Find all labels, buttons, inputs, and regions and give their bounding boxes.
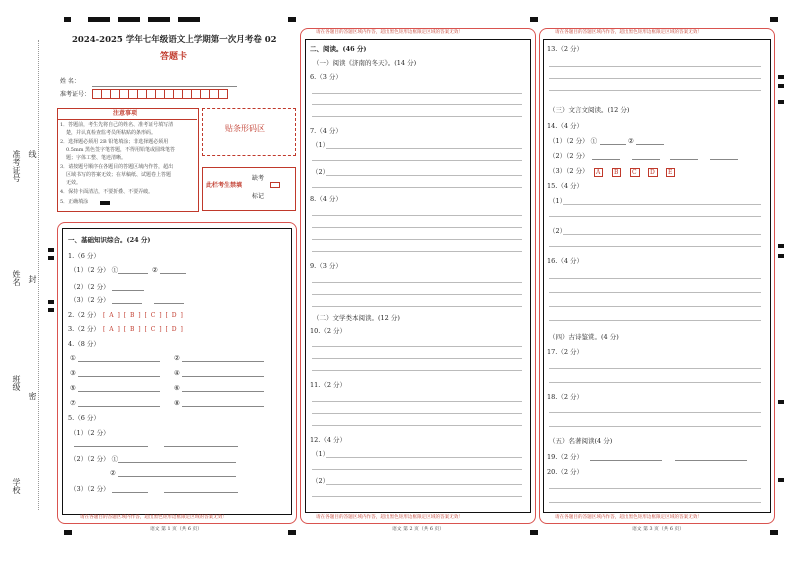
q14-3-opt-a[interactable]: A: [596, 169, 602, 176]
q1-1-a-line[interactable]: [118, 273, 148, 274]
notice-line: 无效。: [66, 180, 82, 186]
sub-2-title: （二）文学类本阅读。(12 分): [313, 314, 400, 322]
q18-line[interactable]: [549, 412, 761, 413]
q5-2-b-label: ②: [110, 469, 116, 477]
q16-line[interactable]: [549, 306, 761, 307]
q14-3-opt-c[interactable]: C: [632, 169, 638, 176]
q4-line-5[interactable]: [78, 391, 160, 392]
name-field[interactable]: [92, 86, 237, 87]
q10-label: 10.（2 分）: [310, 327, 347, 335]
warning-bottom-1: 请在各题目的答题区域内作答，超出黑色矩形边框限定区域的答案无效！: [80, 515, 228, 520]
q4-circle-5: ⑤: [70, 384, 76, 392]
q13-line[interactable]: [549, 78, 761, 79]
alignment-mark: [778, 400, 784, 404]
page-2-footer: 语文 第 2 页（共 6 页）: [392, 527, 445, 532]
q5-2-label: （2）（2 分） ①: [70, 455, 119, 463]
q5-2-a-line[interactable]: [118, 462, 236, 463]
q13-line[interactable]: [549, 66, 761, 67]
notice-title-rule: [57, 119, 197, 120]
q14-3-opt-e[interactable]: E: [668, 169, 674, 176]
q4-line-2[interactable]: [182, 361, 264, 362]
alignment-mark: [288, 530, 296, 535]
q18-label: 18.（2 分）: [547, 393, 584, 401]
q4-line-6[interactable]: [182, 391, 264, 392]
section-2-title: 二、阅读。(46 分): [310, 45, 367, 53]
q4-line-4[interactable]: [182, 376, 264, 377]
fill-sample: [100, 201, 110, 205]
notice-line: 楚，并认真检查监考员所粘贴的条形码。: [66, 130, 157, 136]
q8-line[interactable]: [312, 239, 522, 240]
q8-line[interactable]: [312, 215, 522, 216]
q1-1-label: （1）（2 分） ①: [70, 266, 119, 274]
alignment-mark: [778, 100, 784, 104]
q12-2-line[interactable]: [326, 484, 522, 485]
absent-box: [202, 167, 296, 211]
q2-choices[interactable]: [ A ] [ B ] [ C ] [ D ]: [103, 312, 184, 319]
side-class-label: 班级: [12, 375, 21, 391]
q7-1-label: （1）: [312, 141, 330, 149]
q14-label: 14.（4 分）: [547, 122, 584, 130]
q4-line-1[interactable]: [78, 361, 160, 362]
side-seal-word: 封: [28, 275, 37, 283]
alignment-mark: [288, 17, 296, 22]
q16-label: 16.（4 分）: [547, 257, 584, 265]
q7-label: 7.（4 分）: [310, 127, 342, 135]
side-school-label: 学校: [12, 478, 21, 494]
q15-1-label: （1）: [549, 197, 567, 205]
q10-line[interactable]: [312, 370, 522, 371]
warning-bottom-2: 请在各题目的答题区域内作答，超出黑色矩形边框限定区域的答案无效！: [316, 515, 464, 520]
q4-line-7[interactable]: [78, 406, 160, 407]
q14-2-line[interactable]: [632, 159, 660, 160]
q14-2-label: （2）（2 分）: [549, 152, 589, 160]
alignment-mark: [48, 248, 54, 252]
q1-1-b-line[interactable]: [160, 273, 186, 274]
answer-sheet-title: 答题卡: [160, 52, 188, 62]
q1-1-b-label: ②: [152, 266, 158, 274]
notice-line: 4．保持卡面清洁，不要折叠、不要弄破。: [60, 189, 154, 195]
q19-b-line[interactable]: [675, 460, 747, 461]
q14-3-label: （3）（2 分）: [549, 167, 589, 175]
alignment-mark: [178, 17, 200, 22]
q14-1-b-line[interactable]: [636, 144, 664, 145]
alignment-mark: [770, 530, 778, 535]
q4-circle-1: ①: [70, 354, 76, 362]
q2-label: 2.（2 分）: [68, 311, 100, 319]
q12-1-line[interactable]: [326, 457, 522, 458]
alignment-mark: [48, 308, 54, 312]
q1-3-b-line[interactable]: [154, 303, 184, 304]
q17-label: 17.（2 分）: [547, 348, 584, 356]
q4-circle-2: ②: [174, 354, 180, 362]
q15-1-line[interactable]: [549, 216, 761, 217]
q8-line[interactable]: [312, 251, 522, 252]
q5-1-label: （1）（2 分）: [70, 429, 110, 437]
side-name-label: 姓名: [12, 270, 21, 286]
q15-2-line[interactable]: [563, 234, 761, 235]
q6-line[interactable]: [312, 116, 522, 117]
q15-2-label: （2）: [549, 227, 567, 235]
q9-line[interactable]: [312, 294, 522, 295]
q14-3-opt-d[interactable]: D: [650, 169, 656, 176]
sub-3-title: （三）文言文阅读。(12 分): [549, 106, 630, 114]
q9-line[interactable]: [312, 306, 522, 307]
q14-1-b-label: ②: [628, 137, 634, 145]
q4-label: 4.（8 分）: [68, 340, 100, 348]
alignment-mark: [64, 530, 72, 535]
q16-line[interactable]: [549, 320, 761, 321]
q18-line[interactable]: [549, 426, 761, 427]
q12-label: 12.（4 分）: [310, 436, 347, 444]
warning-top-3: 请在各题目的答题区域内作答，超出黑色矩形边框限定区域的答案无效！: [555, 30, 703, 35]
q4-circle-3: ③: [70, 369, 76, 377]
q5-1-a-line[interactable]: [74, 446, 148, 447]
q4-circle-6: ⑥: [174, 384, 180, 392]
notice-line: 3．请按题号顺序在各题目的答题区域内作答，超出: [60, 164, 174, 170]
q5-2-b-line[interactable]: [118, 476, 236, 477]
q14-1-label: （1）（2 分） ①: [549, 137, 598, 145]
q12-1-line[interactable]: [312, 469, 522, 470]
q8-label: 8.（4 分）: [310, 195, 342, 203]
q14-3-opt-b[interactable]: B: [614, 169, 620, 176]
q6-label: 6.（3 分）: [310, 73, 342, 81]
notice-line: 2．选择题必须用 2B 铅笔填涂；非选择题必须用: [60, 139, 169, 145]
side-id-label: 准考证号: [12, 150, 21, 182]
notice-line: 1．答题前，考生先将自己的姓名、准考证号填写清: [60, 122, 174, 128]
q20-label: 20.（2 分）: [547, 468, 584, 476]
q11-line[interactable]: [312, 413, 522, 414]
q12-2-line[interactable]: [312, 496, 522, 497]
q4-line-3[interactable]: [78, 376, 160, 377]
notice-line: 0.5mm 黑色签字笔答题，不得用铅笔或圆珠笔答: [66, 147, 176, 153]
exam-title: 2024-2025 学年七年级语文上学期第一次月考卷 02: [72, 35, 277, 45]
side-line-word: 线: [28, 150, 37, 158]
alignment-mark: [88, 17, 110, 22]
q5-label: 5.（6 分）: [68, 414, 100, 422]
q8-line[interactable]: [312, 227, 522, 228]
q19-label: 19.（2 分）: [547, 453, 584, 461]
alignment-mark: [778, 244, 784, 248]
q10-line[interactable]: [312, 358, 522, 359]
binding-line: [38, 40, 39, 510]
q20-line[interactable]: [549, 488, 761, 489]
q15-label: 15.（4 分）: [547, 182, 584, 190]
q1-2-line[interactable]: [112, 290, 144, 291]
q15-2-line[interactable]: [549, 246, 761, 247]
q4-circle-4: ④: [174, 369, 180, 377]
alignment-mark: [64, 17, 71, 22]
q14-2-line[interactable]: [592, 159, 620, 160]
q7-2-line[interactable]: [326, 175, 522, 176]
q1-3-label: （3）（2 分）: [70, 296, 110, 304]
alignment-mark: [778, 84, 784, 88]
q1-3-a-line[interactable]: [112, 303, 142, 304]
sub-5-title: （五）名著阅读(4 分): [549, 437, 613, 445]
q11-line[interactable]: [312, 425, 522, 426]
absent-a: 缺考: [252, 175, 265, 182]
q5-1-b-line[interactable]: [164, 446, 238, 447]
q17-line[interactable]: [549, 382, 761, 383]
q9-label: 9.（3 分）: [310, 262, 342, 270]
warning-top-2: 请在各题目的答题区域内作答，超出黑色矩形边框限定区域的答案无效！: [316, 30, 464, 35]
absent-b: 标记: [252, 193, 265, 200]
q4-line-8[interactable]: [182, 406, 264, 407]
alignment-mark: [48, 300, 54, 304]
q16-line[interactable]: [549, 278, 761, 279]
q5-3-label: （3）（2 分）: [70, 485, 110, 493]
section-1-title: 一、基础知识综合。(24 分): [68, 236, 151, 244]
alignment-mark: [778, 254, 784, 258]
id-label: 准考证号：: [60, 91, 91, 98]
q4-circle-8: ⑧: [174, 399, 180, 407]
alignment-mark: [118, 17, 140, 22]
q7-1-line[interactable]: [326, 148, 522, 149]
q16-line[interactable]: [549, 292, 761, 293]
alignment-mark: [530, 17, 538, 22]
q5-3-a-line[interactable]: [112, 492, 148, 493]
sub-4-title: （四）古诗鉴赏。(4 分): [549, 333, 619, 341]
absent-label: 此栏考生禁填: [206, 182, 243, 189]
q1-2-label: （2）（2 分）: [70, 283, 110, 291]
q7-2-line[interactable]: [312, 187, 522, 188]
q12-2-label: （2）: [312, 477, 330, 485]
q11-label: 11.（2 分）: [310, 381, 347, 389]
q13-label: 13.（2 分）: [547, 45, 584, 53]
page-1-footer: 语文 第 1 页（共 6 页）: [150, 527, 203, 532]
q3-label: 3.（2 分）: [68, 325, 100, 333]
q19-a-line[interactable]: [590, 460, 662, 461]
q12-1-label: （1）: [312, 450, 330, 458]
q3-choices[interactable]: [ A ] [ B ] [ C ] [ D ]: [103, 326, 184, 333]
alignment-mark: [530, 530, 538, 535]
id-boxes[interactable]: [92, 89, 227, 99]
q9-line[interactable]: [312, 282, 522, 283]
absent-checkbox[interactable]: [270, 182, 280, 188]
alignment-mark: [778, 75, 784, 79]
sub-1-title: （一）阅读《济南的冬天》。(14 分): [313, 59, 417, 67]
barcode-label: 贴条形码区: [225, 124, 265, 133]
notice-line: 题；字体工整、笔迹清晰。: [66, 155, 127, 161]
warning-bottom-3: 请在各题目的答题区域内作答，超出黑色矩形边框限定区域的答案无效！: [555, 515, 703, 520]
q10-line[interactable]: [312, 346, 522, 347]
alignment-mark: [778, 478, 784, 482]
q15-1-line[interactable]: [563, 204, 761, 205]
alignment-mark: [148, 17, 170, 22]
q6-line[interactable]: [312, 93, 522, 94]
q13-line[interactable]: [549, 90, 761, 91]
q5-3-b-line[interactable]: [164, 492, 238, 493]
notice-line: 5．正确填涂: [60, 199, 89, 205]
alignment-mark: [48, 256, 54, 260]
q20-line[interactable]: [549, 502, 761, 503]
side-secret-word: 密: [28, 392, 37, 400]
q14-1-a-line[interactable]: [600, 144, 626, 145]
q1-label: 1.（6 分）: [68, 252, 100, 260]
notice-line: 区域书写的答案无效；在草稿纸、试题卷上答题: [66, 172, 172, 178]
q17-line[interactable]: [549, 368, 761, 369]
q14-2-line[interactable]: [670, 159, 698, 160]
q6-line[interactable]: [312, 104, 522, 105]
alignment-mark: [770, 17, 778, 22]
q4-circle-7: ⑦: [70, 399, 76, 407]
q11-line[interactable]: [312, 401, 522, 402]
page-3-footer: 语文 第 3 页（共 6 页）: [632, 527, 685, 532]
q7-1-line[interactable]: [312, 160, 522, 161]
name-label: 姓 名：: [60, 78, 80, 85]
q7-2-label: （2）: [312, 168, 330, 176]
notice-title: 注意事项: [113, 110, 138, 117]
q14-2-line[interactable]: [710, 159, 738, 160]
